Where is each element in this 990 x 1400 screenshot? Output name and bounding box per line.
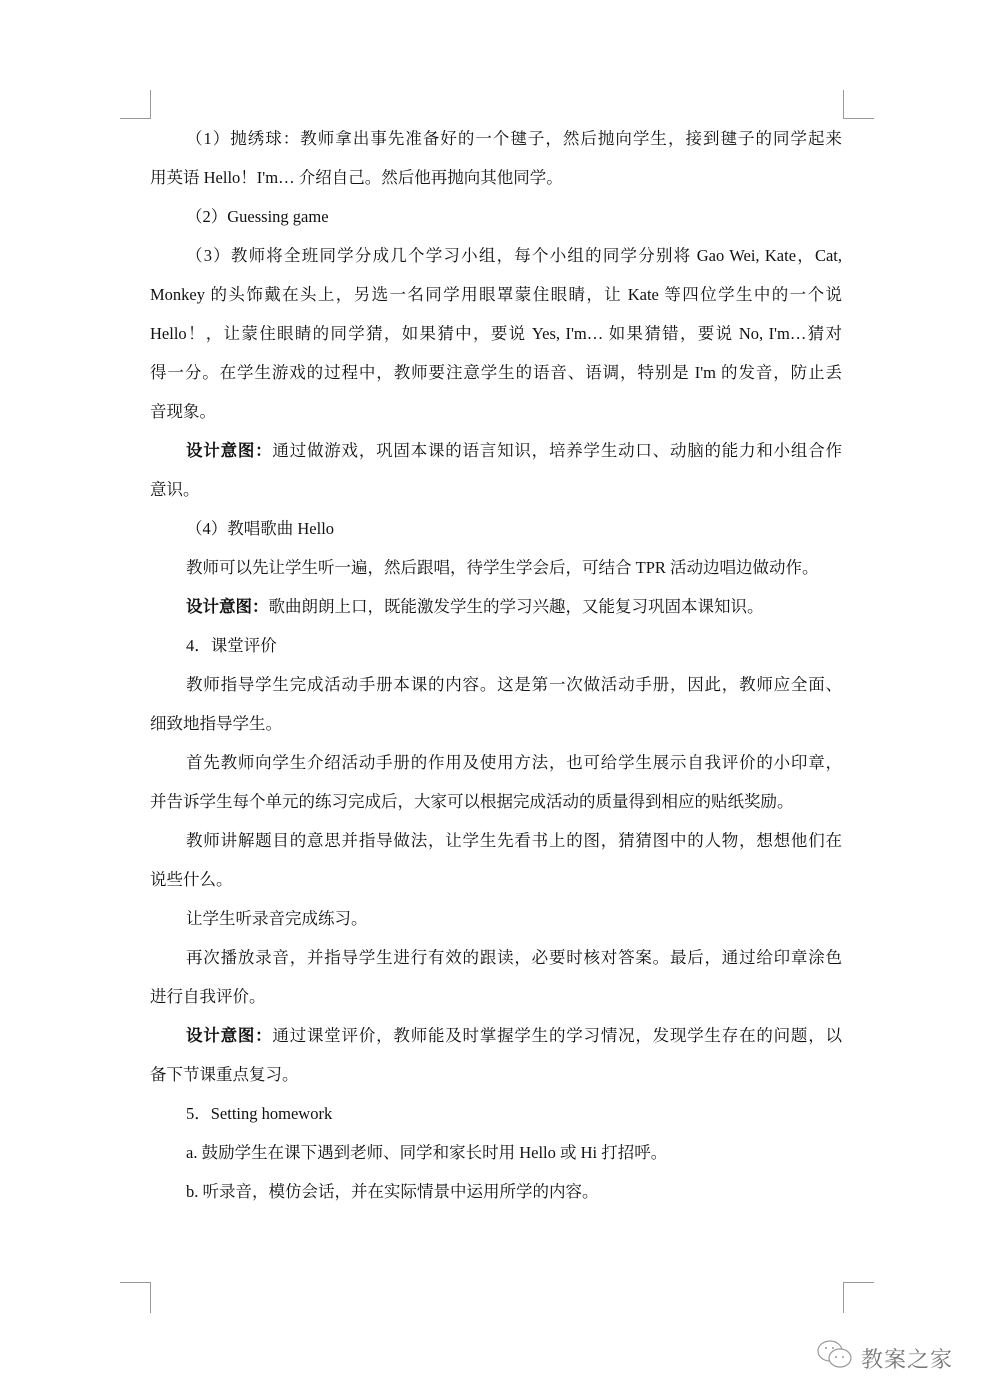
line-text: 5．Setting homework: [186, 1104, 333, 1123]
line-text: 4．课堂评价: [186, 636, 277, 655]
margin-corner-bottom-right: [843, 1282, 874, 1313]
text-line: [150, 204, 842, 243]
line-text: （1）抛绣球：教师拿出事先准备好的一个毽子，然后抛向学生，接到毽子的同学起来: [186, 129, 842, 148]
text-line: [150, 1140, 842, 1179]
margin-corner-bottom-left: [120, 1282, 151, 1313]
line-text: （4）教唱歌曲 Hello: [186, 519, 335, 538]
text-line: [150, 672, 842, 711]
text-line: [150, 555, 842, 594]
line-text: 得一分。在学生游戏的过程中，教师要注意学生的语音、语调，特别是 I'm 的发音，防止丢: [150, 363, 842, 382]
line-text: 用英语 Hello！I'm… 介绍自己。然后他再抛向其他同学。: [150, 168, 563, 187]
line-text: 教师可以先让学生听一遍，然后跟唱，待学生学会后，可结合 TPR 活动边唱边做动作。: [186, 558, 819, 577]
text-line: [150, 867, 842, 906]
text-line: [150, 477, 842, 516]
line-text: （3）教师将全班同学分成几个学习小组，每个小组的同学分别将 Gao Wei, Kate，Cat,: [186, 246, 842, 265]
text-line: [150, 1023, 842, 1062]
line-text: 备下节课重点复习。: [150, 1065, 299, 1084]
margin-corner-top-left: [120, 90, 151, 119]
text-line: [150, 438, 842, 477]
text-line: [150, 516, 842, 555]
line-text: 并告诉学生每个单元的练习完成后，大家可以根据完成活动的质量得到相应的贴纸奖励。: [150, 792, 794, 811]
text-line: [150, 945, 842, 984]
text-line: [150, 828, 842, 867]
line-text: （2）Guessing game: [186, 207, 329, 226]
text-line: [150, 711, 842, 750]
text-line: [150, 984, 842, 1023]
text-line: [150, 1179, 842, 1218]
line-text: 教师指导学生完成活动手册本课的内容。这是第一次做活动手册，因此，教师应全面、: [186, 675, 842, 694]
text-line: [150, 126, 842, 165]
text-line: [150, 399, 842, 438]
design-intent-label: 设计意图：: [186, 441, 273, 460]
line-text: Monkey 的头饰戴在头上，另选一名同学用眼罩蒙住眼睛，让 Kate 等四位学生中的一个说: [150, 285, 842, 304]
line-text: 通过做游戏，巩固本课的语言知识，培养学生动口、动脑的能力和小组合作: [272, 441, 842, 460]
text-line: [150, 750, 842, 789]
text-line: [150, 594, 842, 633]
line-text: 教师讲解题目的意思并指导做法，让学生先看书上的图，猜猜图中的人物，想想他们在: [186, 831, 842, 850]
line-text: Hello！，让蒙住眼睛的同学猜，如果猜中，要说 Yes, I'm… 如果猜错，要说 No, I'm…猜对: [150, 324, 842, 343]
text-line: [150, 1101, 842, 1140]
text-line: [150, 165, 842, 204]
text-line: [150, 282, 842, 321]
line-text: 意识。: [150, 480, 200, 499]
text-line: [150, 360, 842, 399]
line-text: 歌曲朗朗上口，既能激发学生的学习兴趣，又能复习巩固本课知识。: [268, 597, 764, 616]
text-line: [150, 1062, 842, 1101]
design-intent-label: 设计意图：: [186, 1026, 273, 1045]
text-line: [150, 243, 842, 282]
watermark-text: 教案之家: [861, 1347, 954, 1373]
line-text: 让学生听录音完成练习。: [186, 909, 368, 928]
line-text: 音现象。: [150, 402, 216, 421]
design-intent-label: 设计意图：: [186, 597, 269, 616]
wechat-icon: [815, 1338, 855, 1378]
line-text: b. 听录音，模仿会话，并在实际情景中运用所学的内容。: [186, 1182, 599, 1201]
line-text: 进行自我评价。: [150, 987, 266, 1006]
margin-corner-top-right: [843, 90, 874, 119]
document-body: [150, 126, 842, 1218]
line-text: a. 鼓励学生在课下遇到老师、同学和家长时用 Hello 或 Hi 打招呼。: [186, 1143, 668, 1162]
text-line: [150, 321, 842, 360]
text-line: [150, 633, 842, 672]
line-text: 说些什么。: [150, 870, 233, 889]
text-line: [150, 789, 842, 828]
line-text: 首先教师向学生介绍活动手册的作用及使用方法，也可给学生展示自我评价的小印章，: [186, 753, 842, 772]
text-line: [150, 906, 842, 945]
watermark-logo: [815, 1338, 953, 1378]
line-text: 再次播放录音，并指导学生进行有效的跟读，必要时核对答案。最后，通过给印章涂色: [186, 948, 842, 967]
line-text: 细致地指导学生。: [150, 714, 282, 733]
line-text: 通过课堂评价，教师能及时掌握学生的学习情况，发现学生存在的问题，以: [272, 1026, 842, 1045]
